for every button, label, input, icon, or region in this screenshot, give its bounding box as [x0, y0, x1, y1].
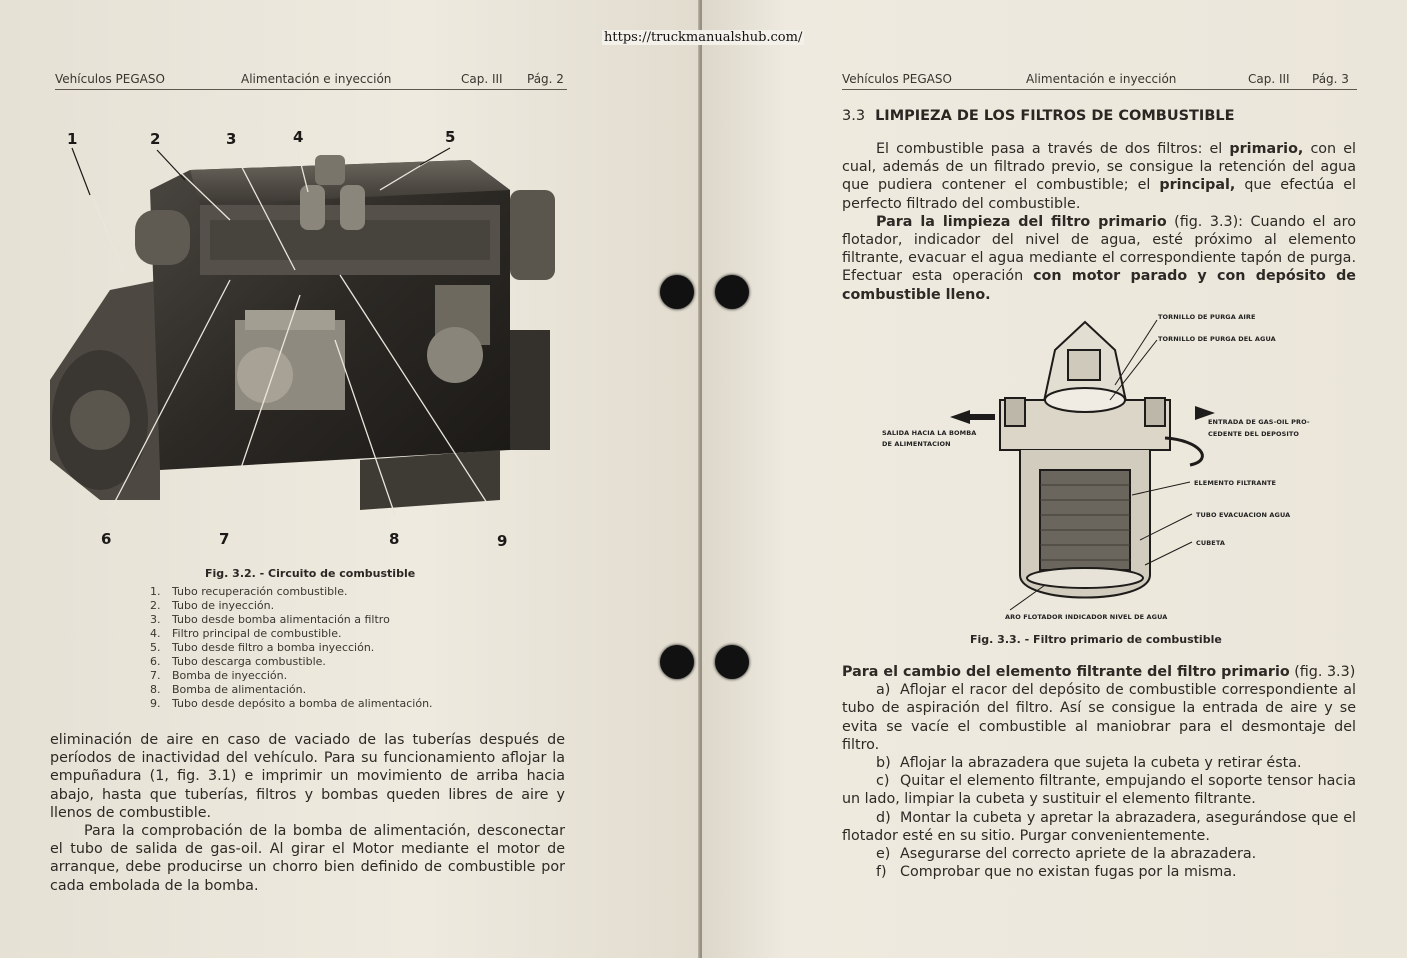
paragraph: Para el cambio del elemento filtrante del filtro primario (fig. 3.3)	[842, 664, 1356, 680]
engine-photo	[40, 130, 570, 550]
label-bowl: CUBETA	[1196, 539, 1226, 547]
header-section: Alimentación e inyección	[1026, 72, 1177, 86]
legend-item: 7. Bomba de inyección.	[150, 669, 288, 682]
left-page	[0, 0, 702, 958]
step-item: f) Comprobar que no existan fugas por la misma.	[876, 864, 1237, 881]
header-section: Alimentación e inyección	[241, 72, 392, 86]
legend-item: 2. Tubo de inyección.	[150, 599, 275, 612]
legend-item: 6. Tubo descarga combustible.	[150, 655, 326, 668]
header-chapter: Cap. III	[1248, 72, 1290, 86]
primary-filter-drawing	[870, 310, 1320, 625]
source-url: https://truckmanualshub.com/	[604, 30, 803, 45]
right-steps-text	[842, 663, 1356, 881]
label-air-bleed: TORNILLO DE PURGA AIRE	[1158, 313, 1256, 321]
right-intro-text	[842, 140, 1356, 304]
right-page-header	[842, 72, 1357, 90]
label-outlet-1: SALIDA HACIA LA BOMBA	[882, 429, 977, 437]
callout-5: 5	[445, 128, 456, 146]
left-page-header	[55, 72, 567, 90]
legend-item: 9. Tubo desde depósito a bomba de alimentación.	[150, 697, 433, 710]
legend-item: 4. Filtro principal de combustible.	[150, 627, 342, 640]
section-title	[842, 108, 1235, 124]
step-item: b) Aflojar la abrazadera que sujeta la cubeta y retirar ésta.	[876, 755, 1302, 772]
label-water-tube: TUBO EVACUACION AGUA	[1196, 511, 1291, 519]
legend-item: 5. Tubo desde filtro a bomba inyección.	[150, 641, 375, 654]
label-inlet-2: CEDENTE DEL DEPOSITO	[1208, 430, 1300, 438]
label-filter-element: ELEMENTO FILTRANTE	[1194, 479, 1277, 487]
figure-legend	[150, 585, 433, 711]
header-page: Pág. 2	[527, 72, 564, 86]
change-heading: Para el cambio del elemento filtrante del filtro primario	[842, 664, 1290, 680]
paragraph: Para la comprobación de la bomba de alimentación, desconectar el tubo de salida de gas-oil. Al girar el Motor mediante el motor de arranque, debe producirse un chorro bien definido de combustible por cada embolada de la bomba.	[50, 823, 565, 894]
callout-4: 4	[293, 128, 304, 146]
paragraph: eliminación de aire en caso de vaciado de las tuberías después de períodos de inactividad del vehículo. Para su funcionamiento aflojar la empuñadura (1, fig. 3.1) e imprimir un movimiento de arriba hacia abajo, hasta que tuberías, filtros y bombas queden libres de aire y llenos de combustible.	[50, 732, 565, 821]
binder-hole-left	[660, 275, 694, 309]
step-item: a) Aflojar el racor del depósito de combustible correspondiente al tubo de aspiración del filtro. Así se consigue la entrada de aire y se evita se vacíe el combustible al maniobrar para el desmontaje del filtro.	[842, 682, 1356, 753]
header-chapter: Cap. III	[461, 72, 503, 86]
callout-1: 1	[67, 130, 78, 148]
binder-hole-right	[715, 275, 749, 309]
figure-caption-3-2: Fig. 3.2. - Circuito de combustible	[205, 567, 416, 580]
label-inlet-1: ENTRADA DE GAS-OIL PRO-	[1208, 418, 1310, 426]
header-brand: Vehículos PEGASO	[55, 72, 165, 86]
callout-6: 6	[101, 530, 112, 548]
label-float-ring: ARO FLOTADOR INDICADOR NIVEL DE AGUA	[1005, 613, 1168, 621]
callout-2: 2	[150, 130, 161, 148]
label-outlet-2: DE ALIMENTACION	[882, 440, 951, 448]
paragraph: Para la limpieza del filtro primario (fig. 3.3): Cuando el aro flotador, indicador del nivel de agua, esté próximo al elemento filtrante, evacuar el agua mediante el correspondiente tapón de purga. Efectuar esta operación con motor parado y con depósito de combustible lleno.	[842, 213, 1357, 303]
binder-hole-right	[715, 645, 749, 679]
label-water-bleed: TORNILLO DE PURGA DEL AGUA	[1158, 335, 1276, 343]
legend-item: 8. Bomba de alimentación.	[150, 683, 307, 696]
step-item: c) Quitar el elemento filtrante, empujando el soporte tensor hacia un lado, limpiar la cubeta y sustituir el elemento filtrante.	[842, 773, 1356, 808]
legend-item: 1. Tubo recuperación combustible.	[150, 585, 348, 598]
callout-8: 8	[389, 530, 400, 548]
header-page: Pág. 3	[1312, 72, 1349, 86]
section-title-text: LIMPIEZA DE LOS FILTROS DE COMBUSTIBLE	[875, 108, 1235, 124]
paragraph: El combustible pasa a través de dos filtros: el primario, con el cual, además de un filtrado previo, se consigue la retención del agua que pudiera contener el combustible; el principal, que efectúa el perfecto filtrado del combustible.	[842, 141, 1356, 212]
legend-item: 3. Tubo desde bomba alimentación a filtro	[150, 613, 390, 626]
callout-9: 9	[497, 532, 508, 550]
callout-3: 3	[226, 130, 237, 148]
callout-7: 7	[219, 530, 230, 548]
left-body-text	[50, 731, 565, 895]
section-number: 3.3	[842, 108, 866, 124]
binder-hole-left	[660, 645, 694, 679]
figure-caption-3-3: Fig. 3.3. - Filtro primario de combustible	[970, 633, 1222, 646]
step-item: e) Asegurarse del correcto apriete de la abrazadera.	[876, 846, 1257, 863]
step-item: d) Montar la cubeta y apretar la abrazadera, asegurándose que el flotador esté en su sitio. Purgar convenientemente.	[842, 809, 1356, 844]
header-brand: Vehículos PEGASO	[842, 72, 952, 86]
